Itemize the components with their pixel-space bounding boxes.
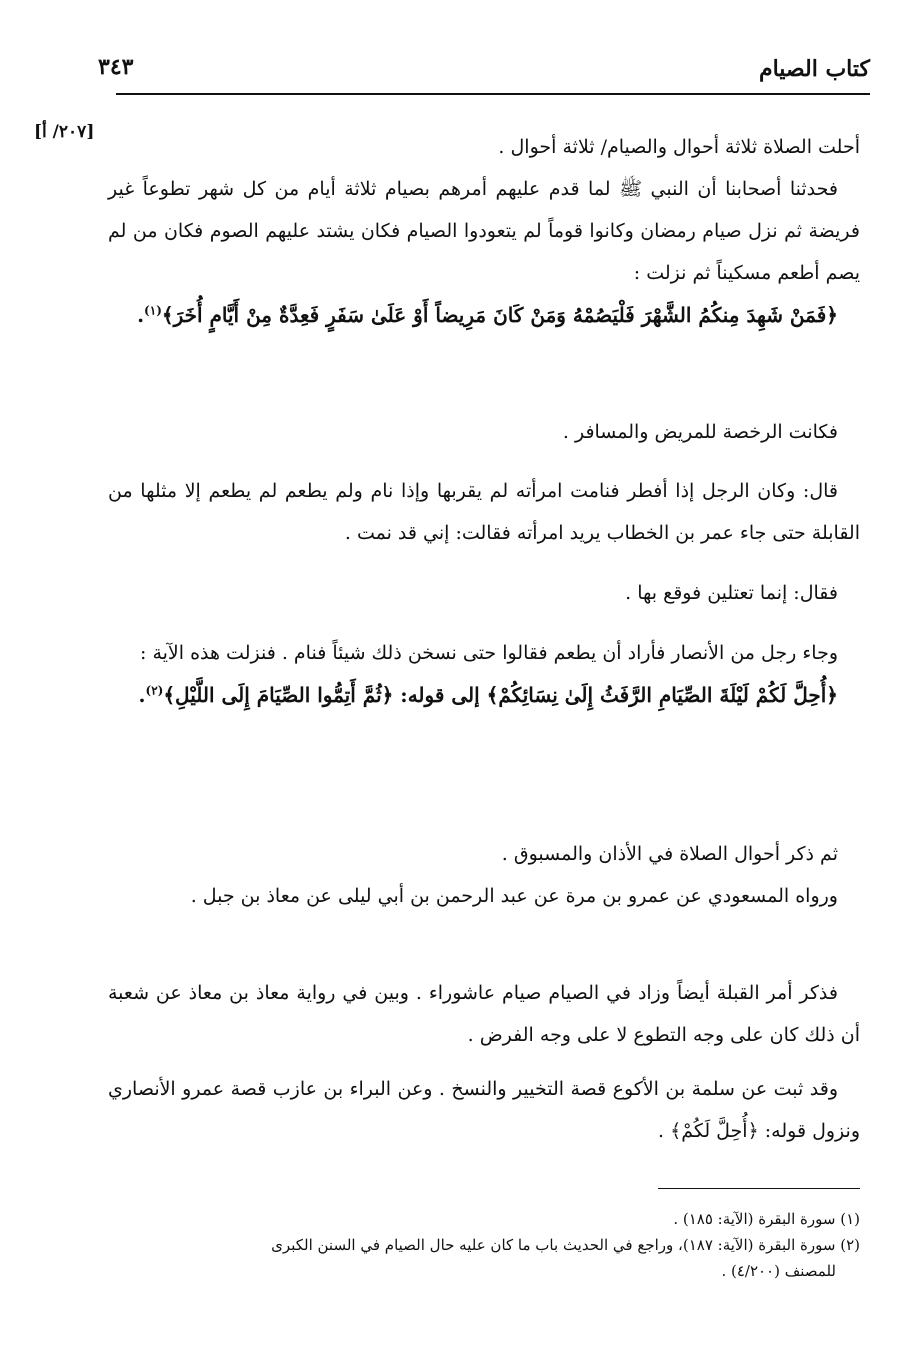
footnote-1: (١) سورة البقرة (الآية: ١٨٥) . [673, 1210, 860, 1228]
footnote-2: (٢) سورة البقرة (الآية: ١٨٧)، وراجع في الحديث باب ما كان عليه حال الصيام في السنن الكبرى [271, 1236, 860, 1254]
main-text-cont-6 [108, 972, 860, 1056]
main-text-cont-3 [108, 572, 860, 614]
quran-verse-1 [108, 294, 860, 336]
main-text-cont-1 [108, 411, 860, 453]
paragraph-1: أحلت الصلاة ثلاثة أحوال والصيام/ ثلاثة أحوال . [498, 136, 860, 158]
footnote-marker-2: (٢) [145, 683, 164, 698]
page-number: ٣٤٣ [98, 54, 134, 80]
main-text [108, 126, 860, 336]
paragraph-2: فحدثنا أصحابنا أن النبي ﷺ لما قدم عليهم أمرهم بصيام ثلاثة أيام من كل شهر تطوعاً غير فريضة ثم نزل صيام رمضان وكانوا قوماً لم يتعودوا الصيام فكان يشتد عليهم الصوم فكان من لم يصم أطعم مسكيناً ثم نزلت : [108, 178, 860, 284]
footnotes [108, 1206, 860, 1284]
quran-verse-2 [108, 674, 860, 716]
paragraph-4: فكانت الرخصة للمريض والمسافر . [562, 421, 838, 443]
paragraph-6: فقال: إنما تعتلين فوقع بها . [625, 582, 838, 604]
main-text-cont-2 [108, 470, 860, 554]
verse-period: . [137, 303, 145, 327]
main-text-cont-5 [108, 833, 860, 917]
paragraph-12: وقد ثبت عن سلمة بن الأكوع قصة التخيير والنسخ . وعن البراء بن عازب قصة عمرو الأنصاري ونزول قوله: ﴿أُحِلَّ لَكُمْ﴾ . [108, 1078, 860, 1142]
main-text-cont-4 [108, 632, 860, 716]
manuscript-folio-reference: [٢٠٧/ أ] [34, 122, 95, 142]
paragraph-11: فذكر أمر القبلة أيضاً وزاد في الصيام صيام عاشوراء . وبين في رواية معاذ بن معاذ عن شعبة أن ذلك كان على وجه التطوع لا على وجه الفرض . [108, 982, 860, 1046]
paragraph-10: ورواه المسعودي عن عمرو بن مرة عن عبد الرحمن بن أبي ليلى عن معاذ بن جبل . [190, 885, 838, 907]
paragraph-5: قال: وكان الرجل إذا أفطر فنامت امرأته لم يقربها وإذا نام ولم يطعم لم يطعم إلا مثلها من القابلة حتى جاء عمر بن الخطاب يريد امرأته فقالت: إني قد نمت . [108, 480, 860, 544]
footnote-2-continuation: للمصنف (٤/٢٠٠) . [721, 1262, 836, 1280]
paragraph-9: ثم ذكر أحوال الصلاة في الأذان والمسبوق . [501, 843, 838, 865]
verse-period: . [138, 683, 146, 707]
footnote-marker-1: (١) [144, 303, 162, 318]
paragraph-7: وجاء رجل من الأنصار فأراد أن يطعم فقالوا حتى نسخن ذلك شيئاً فنام . فنزلت هذه الآية : [140, 642, 838, 664]
running-header-title: كتاب الصيام [758, 56, 870, 82]
main-text-cont-7 [108, 1068, 860, 1152]
verse-text: ﴿فَمَنْ شَهِدَ مِنكُمُ الشَّهْرَ فَلْيَصُمْهُ وَمَنْ كَانَ مَرِيضاً أَوْ عَلَىٰ سَفَرٍ فَعِدَّةٌ مِنْ أَيَّامٍ أُخَرَ﴾ [161, 303, 838, 327]
header-rule [116, 93, 870, 95]
verse-text: ﴿أُحِلَّ لَكُمْ لَيْلَةَ الصِّيَامِ الرَّفَثُ إِلَىٰ نِسَائِكُمْ﴾ إلى قوله: ﴿ثُمَّ أَتِمُّوا الصِّيَامَ إِلَى اللَّيْلِ﴾ [163, 683, 838, 707]
footnote-rule [658, 1188, 860, 1189]
